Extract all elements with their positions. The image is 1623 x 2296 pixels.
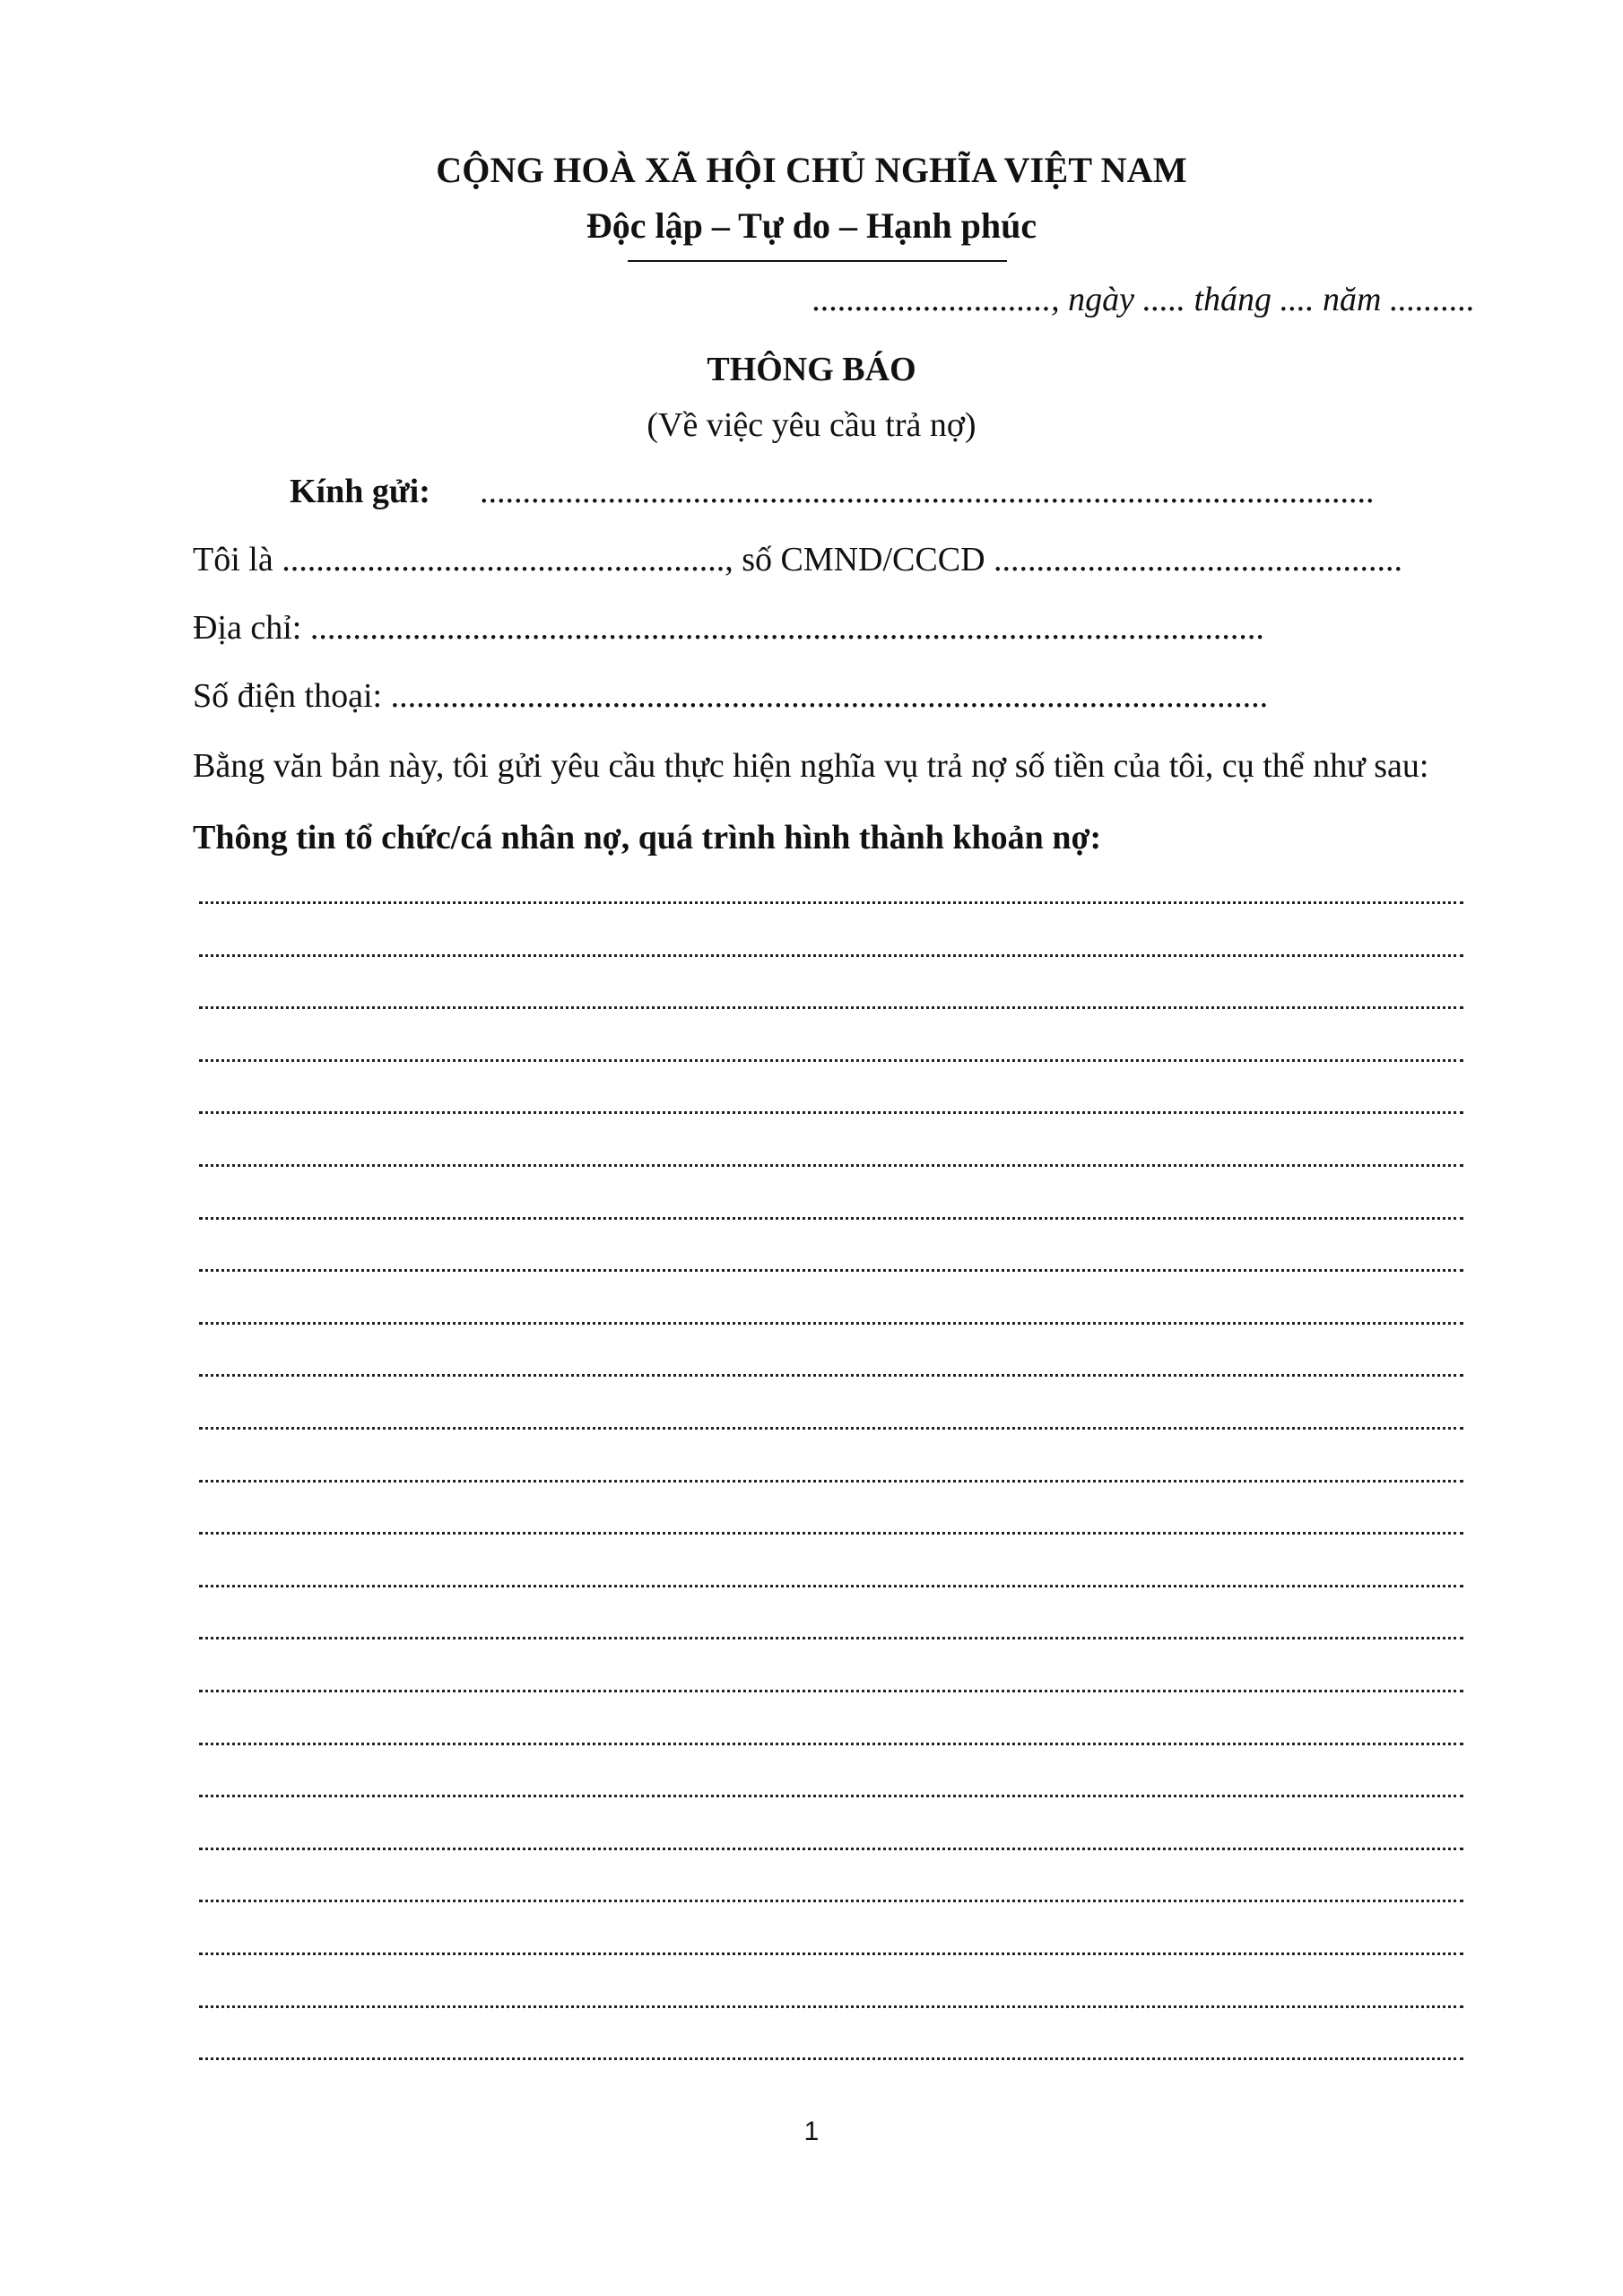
blank-dotted-line: [199, 1743, 1463, 1745]
intro-paragraph: Bằng văn bản này, tôi gửi yêu cầu thực hiện nghĩa vụ trả nợ số tiền của tôi, cụ thể như sau:: [193, 747, 1429, 785]
motto: Độc lập – Tự do – Hạnh phúc: [586, 205, 1037, 246]
motto-underline: [628, 260, 1007, 262]
name-id-field: Tôi là ...................................................., số CMND/CCCD ................................................: [193, 541, 1403, 578]
blank-dotted-line: [199, 1952, 1463, 1955]
blank-dotted-line: [199, 1111, 1463, 1114]
blank-dotted-line: [199, 1900, 1463, 1902]
blank-dotted-line: [199, 1427, 1463, 1430]
blank-dotted-line: [199, 1532, 1463, 1535]
debt-info-heading: Thông tin tổ chức/cá nhân nợ, quá trình hình thành khoản nợ:: [193, 819, 1102, 857]
blank-dotted-line: [199, 1690, 1463, 1692]
blank-dotted-line: [199, 1480, 1463, 1483]
national-title: CỘNG HOÀ XÃ HỘI CHỦ NGHĨA VIỆT NAM: [436, 150, 1187, 190]
blank-dotted-line: [199, 954, 1463, 957]
blank-dotted-line: [199, 1322, 1463, 1325]
document-title: THÔNG BÁO: [707, 351, 916, 388]
date-place-line: ............................, ngày ..... tháng .... năm ..........: [812, 281, 1475, 318]
blank-dotted-line: [199, 1795, 1463, 1797]
blank-dotted-line: [199, 1848, 1463, 1850]
blank-dotted-line: [199, 901, 1463, 904]
blank-dotted-line: [199, 1164, 1463, 1167]
blank-dotted-line: [199, 1059, 1463, 1062]
recipient-blank: .........................................................................................................: [480, 473, 1375, 510]
phone-field: Số điện thoại: .......................................................................................................: [193, 677, 1269, 715]
address-field: Địa chỉ: ................................................................................................................: [193, 609, 1264, 647]
recipient-label: Kính gửi:: [290, 473, 430, 510]
document-subtitle: (Về việc yêu cầu trả nợ): [647, 406, 976, 444]
blank-dotted-line: [199, 2005, 1463, 2008]
blank-dotted-line: [199, 1006, 1463, 1009]
blank-dotted-line: [199, 1374, 1463, 1377]
blank-dotted-line: [199, 1217, 1463, 1220]
blank-dotted-line: [199, 1585, 1463, 1587]
page-number: 1: [803, 2117, 820, 2146]
blank-dotted-line: [199, 2057, 1463, 2060]
blank-dotted-line: [199, 1269, 1463, 1272]
blank-dotted-line: [199, 1637, 1463, 1639]
